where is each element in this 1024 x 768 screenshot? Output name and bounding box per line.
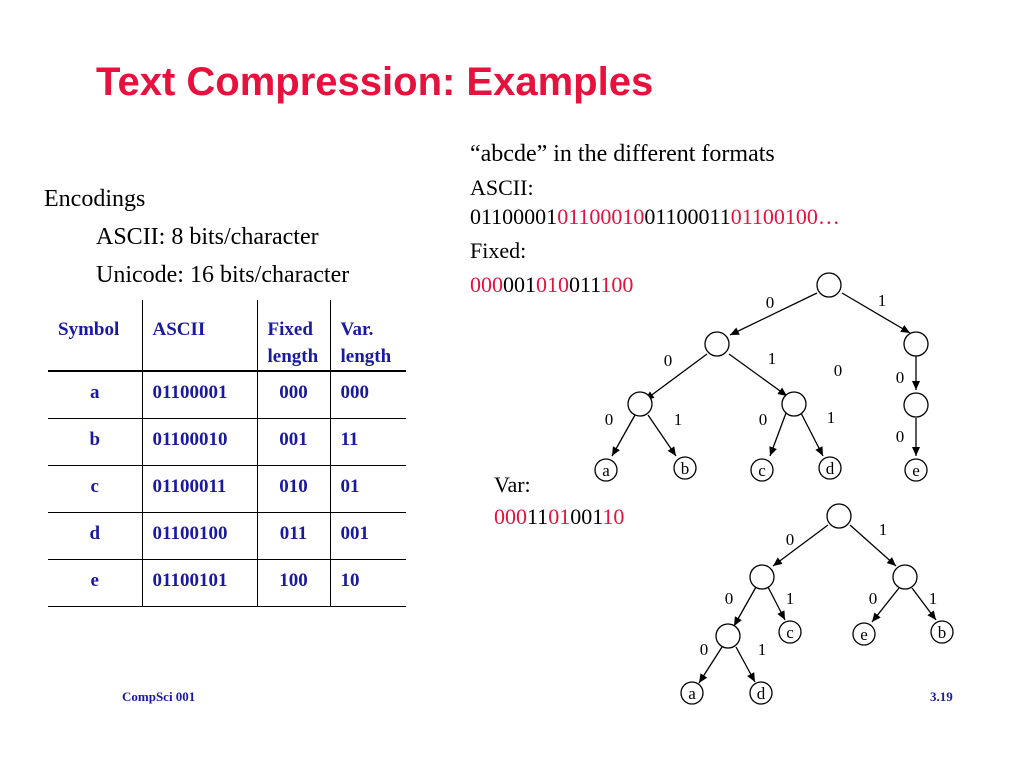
- tree-node: [782, 392, 806, 416]
- leaf-label: c: [786, 623, 794, 642]
- tree-node: [904, 332, 928, 356]
- var-code-e: 10: [602, 504, 625, 529]
- fixed-code-a: 000: [470, 272, 503, 297]
- leaf-label: b: [937, 623, 947, 642]
- edge-label: 1: [826, 408, 836, 427]
- footer-course: CompSci 001: [122, 689, 196, 704]
- tree-node: [628, 392, 652, 416]
- edge-label: 0: [785, 530, 795, 549]
- leaf-label: a: [602, 461, 610, 480]
- ascii-code-d: 01100100…: [730, 204, 840, 229]
- edge-label: 0: [833, 361, 843, 380]
- header-symbol: Symbol: [48, 300, 142, 371]
- leaf-label: d: [825, 459, 835, 478]
- ascii-code-c: 01100011: [644, 204, 731, 229]
- encodings-heading: Encodings: [44, 186, 146, 212]
- tree-node: [750, 565, 774, 589]
- formats-heading: “abcde” in the different formats: [470, 141, 775, 167]
- edge-label: 1: [878, 520, 888, 539]
- edge-label: 1: [757, 640, 767, 659]
- edge-label: 1: [673, 410, 683, 429]
- ascii-code-a: 01100001: [470, 204, 558, 229]
- cell-var: 000: [330, 371, 406, 418]
- tree-node: [904, 393, 928, 417]
- tree-edge: [842, 293, 910, 333]
- cell-fixed: 000: [257, 371, 330, 418]
- fixed-length-tree: [595, 273, 928, 481]
- tree-edge: [801, 413, 823, 456]
- var-code-a: 000: [494, 504, 527, 529]
- cell-var: 10: [330, 559, 406, 606]
- edge-label: 0: [758, 410, 768, 429]
- tree-edge: [734, 587, 756, 626]
- encoding-unicode: Unicode: 16 bits/character: [96, 262, 350, 288]
- cell-var: 01: [330, 465, 406, 512]
- leaf-label: c: [758, 461, 766, 480]
- cell-ascii: 01100011: [142, 465, 257, 512]
- header-ascii: ASCII: [142, 300, 257, 371]
- leaf-label: b: [680, 459, 690, 478]
- leaf-label: e: [860, 625, 868, 644]
- footer-slide-number: 3.19: [930, 689, 953, 704]
- tree-node: [716, 624, 740, 648]
- variable-length-tree: [681, 504, 953, 704]
- var-label: Var:: [494, 472, 531, 497]
- edge-label: 1: [928, 589, 938, 608]
- cell-symbol: d: [48, 512, 142, 559]
- cell-symbol: a: [48, 371, 142, 418]
- var-code-c: 01: [548, 504, 571, 529]
- tree-edge: [768, 587, 785, 620]
- cell-fixed: 100: [257, 559, 330, 606]
- fixed-code-c: 010: [536, 272, 569, 297]
- cell-ascii: 01100100: [142, 512, 257, 559]
- leaf-label: e: [912, 461, 920, 480]
- cell-var: 11: [330, 418, 406, 465]
- edge-label: 0: [895, 427, 905, 446]
- header-var: Var. length: [330, 300, 406, 371]
- ascii-label: ASCII:: [470, 175, 534, 200]
- edge-label: 1: [877, 291, 887, 310]
- slide-title: Text Compression: Examples: [96, 60, 654, 104]
- tree-edge: [770, 413, 786, 456]
- edge-label: 0: [765, 293, 775, 312]
- tree-edge: [729, 354, 787, 396]
- edge-label: 0: [663, 351, 673, 370]
- edge-label: 0: [724, 589, 734, 608]
- cell-fixed: 001: [257, 418, 330, 465]
- tree-node: [705, 332, 729, 356]
- leaf-label: a: [688, 684, 696, 703]
- edge-label: 1: [785, 589, 795, 608]
- tree-edge: [736, 647, 755, 682]
- edge-label: 0: [868, 589, 878, 608]
- tree-node: [827, 504, 851, 528]
- tree-edge: [648, 415, 676, 456]
- var-code-b: 11: [527, 504, 549, 529]
- cell-ascii: 01100001: [142, 371, 257, 418]
- tree-node: [893, 565, 917, 589]
- fixed-code-b: 001: [503, 272, 536, 297]
- fixed-label: Fixed:: [470, 238, 527, 263]
- cell-symbol: e: [48, 559, 142, 606]
- fixed-code-e: 100: [600, 272, 634, 297]
- var-code-d: 001: [570, 504, 603, 529]
- cell-ascii: 01100010: [142, 418, 257, 465]
- tree-edge: [773, 525, 828, 566]
- edge-label: 0: [895, 368, 905, 387]
- fixed-code-d: 011: [569, 272, 601, 297]
- cell-ascii: 01100101: [142, 559, 257, 606]
- tree-edge: [645, 354, 707, 400]
- ascii-code-b: 01100010: [557, 204, 645, 229]
- edge-label: 1: [767, 349, 777, 368]
- tree-node: [817, 273, 841, 297]
- cell-var: 001: [330, 512, 406, 559]
- edge-label: 0: [604, 410, 614, 429]
- edge-label: 0: [699, 640, 709, 659]
- cell-fixed: 010: [257, 465, 330, 512]
- tree-edge: [850, 525, 896, 566]
- cell-symbol: c: [48, 465, 142, 512]
- cell-symbol: b: [48, 418, 142, 465]
- tree-edge: [612, 415, 635, 456]
- header-fixed: Fixed length: [257, 300, 330, 371]
- cell-fixed: 011: [257, 512, 330, 559]
- encoding-ascii: ASCII: 8 bits/character: [96, 224, 319, 250]
- leaf-label: d: [756, 684, 766, 703]
